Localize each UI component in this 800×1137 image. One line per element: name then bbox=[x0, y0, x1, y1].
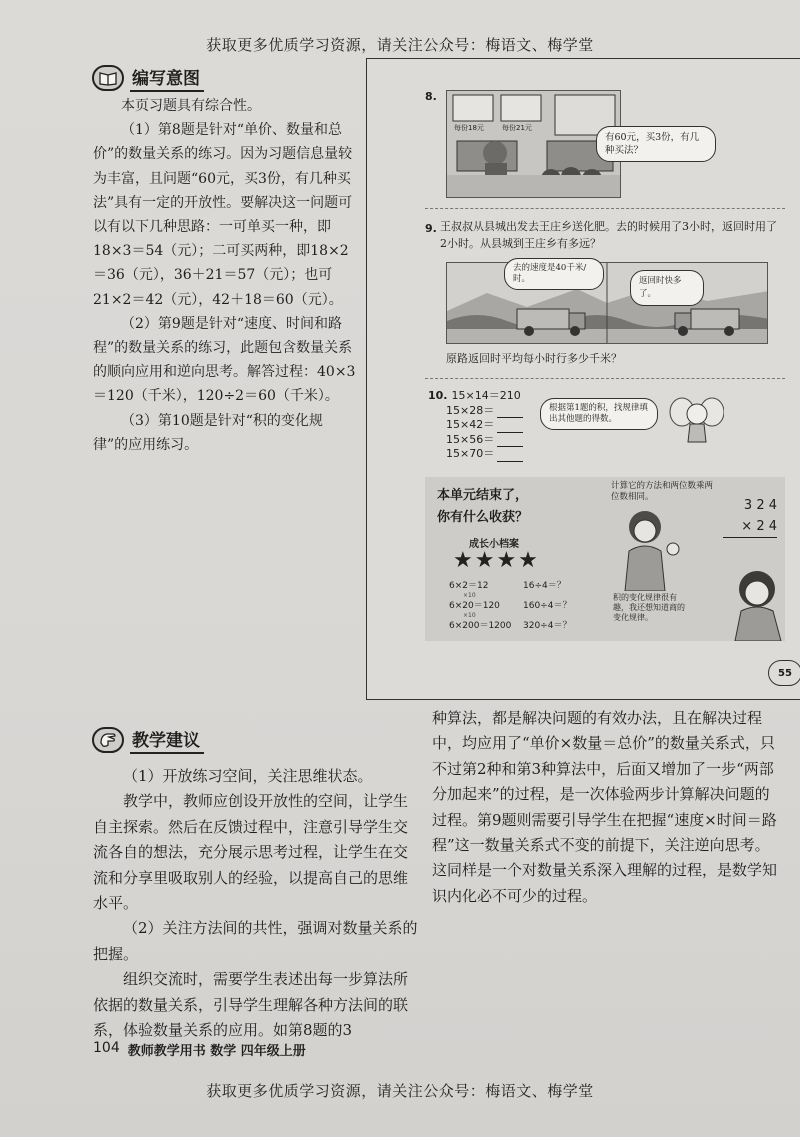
eq-left: 6×200＝1200 bbox=[449, 621, 512, 631]
answer-blank[interactable] bbox=[497, 423, 523, 433]
advice-paragraph: （1）开放练习空间，关注思维状态。 bbox=[123, 767, 373, 785]
book-icon bbox=[92, 65, 124, 91]
q9-question: 原路返回时平均每小时行多少千米？ bbox=[446, 352, 622, 365]
summary-note-1: 计算它的方法和两位数乘两位数相同。 bbox=[611, 481, 714, 502]
watermark-top: 获取更多优质学习资源，请关注公众号：梅语文、梅学堂 bbox=[206, 36, 594, 54]
q10-equation: 15×42＝ bbox=[446, 418, 495, 431]
answer-blank[interactable] bbox=[497, 437, 523, 447]
eq-row bbox=[449, 601, 571, 611]
answer-blank[interactable] bbox=[497, 452, 523, 462]
eq-row bbox=[449, 621, 571, 631]
summary-heading bbox=[437, 485, 528, 529]
q8-number: 8. bbox=[425, 90, 437, 103]
book-title: 教师教学用书 数学 四年级上册 bbox=[127, 1044, 306, 1059]
summary-note-2: 积的变化规律很有趣，我还想知道商的变化规律。 bbox=[613, 593, 685, 622]
growth-archive-title: 成长小档案 bbox=[469, 539, 519, 550]
q10-exercises bbox=[428, 389, 523, 462]
advice-right-column: 种算法，都是解决问题的有效办法，且在解决过程中，均应用了“单价×数量＝总价”的数量关系式，只不过第2种和第3种算法中，后面又增加了一步“两部分加起来”的过程，是一次体验两步计算解决问题的过程。第9题则需要引导学生在把握“速度×时间＝路程”这一数量关系式不变的前提下，关注逆向思考。这同样是一个对数量关系深入理解的过程，是数学知识内化必不可少的过程。 bbox=[432, 709, 778, 905]
boy-illustration bbox=[721, 565, 785, 645]
mult-line bbox=[723, 537, 777, 538]
q10-item bbox=[428, 418, 523, 433]
advice-heading bbox=[92, 726, 204, 754]
hand-icon bbox=[92, 727, 124, 753]
eq-left: 6×2＝12 bbox=[449, 581, 489, 591]
q10-given: 15×14＝210 bbox=[451, 389, 521, 402]
eq-left: 6×20＝120 bbox=[449, 601, 500, 611]
intent-paragraph: （3）第10题是针对“积的变化规律”的应用练习。 bbox=[93, 412, 323, 453]
fairy-illustration bbox=[668, 392, 724, 450]
q9-illustration bbox=[446, 262, 768, 344]
advice-paragraph: 组织交流时，需要学生表述出每一步算法所依据的数量关系，引导学生理解各种方法间的联系，体验数量关系的应用。如第8题的3 bbox=[93, 970, 409, 1040]
q9-number: 9. bbox=[425, 222, 437, 235]
q10-item bbox=[428, 404, 523, 419]
arrow-label: ×10 bbox=[463, 592, 476, 599]
intent-paragraph: （1）第8题是针对“单价、数量和总价”的数量关系的练习。因为习题信息量较为丰富，且问题“60元，买3份，有几种买法”具有一定的开放性。要解决这一问题可以有以下几种思路：一可单买一种，即18×3＝54（元）；二可买两种，即18×2＝36（元），36＋21＝57（元）；也可21×2＝42（元），42＋18＝60（元）。 bbox=[93, 122, 353, 308]
intent-heading bbox=[92, 64, 204, 92]
q10-equation: 15×28＝ bbox=[446, 403, 495, 417]
intent-title: 编写意图 bbox=[130, 64, 204, 92]
price-tag-2: 每份21元 bbox=[502, 124, 532, 132]
intent-body bbox=[93, 94, 358, 457]
q9-speech-bubble-1: 去的速度是40千米/时。 bbox=[504, 258, 604, 290]
vertical-multiplication bbox=[731, 495, 777, 538]
summary-heading-line1: 本单元结束了， bbox=[437, 488, 529, 503]
q10-speech-bubble: 根据第1题的积，找规律填出其他题的得数。 bbox=[540, 398, 658, 430]
divider bbox=[425, 378, 785, 379]
star-rating: ★★★★ bbox=[453, 548, 540, 573]
q9-speech-bubble-2: 返回时快多了。 bbox=[630, 270, 704, 306]
q10-item bbox=[428, 433, 523, 448]
q8-illustration bbox=[446, 90, 621, 198]
answer-blank[interactable] bbox=[497, 408, 523, 418]
intent-paragraph: 本页习题具有综合性。 bbox=[121, 98, 261, 114]
intent-paragraph: （2）第9题是针对“速度、时间和路程”的数量关系的练习，此题包含数量关系的顺向应用和逆向思考。解答过程：40×3＝120（千米），120÷2＝60（千米）。 bbox=[93, 315, 356, 405]
q10-given-line bbox=[428, 389, 523, 404]
girl-illustration bbox=[615, 505, 685, 595]
arrow-label: ×10 bbox=[463, 612, 476, 619]
advice-title: 教学建议 bbox=[130, 726, 204, 754]
advice-paragraph: 教学中，教师应创设开放性的空间，让学生自主探索。然后在反馈过程中，注意引导学生交流各自的想法，充分展示思考过程，让学生在交流和分享里吸取别人的经验，以提高自己的思维水平。 bbox=[93, 792, 409, 913]
page-footer bbox=[93, 1040, 306, 1059]
mult-bottom: × 2 4 bbox=[741, 519, 777, 534]
page-number: 104 bbox=[93, 1040, 120, 1056]
divider bbox=[425, 208, 785, 209]
summary-equations bbox=[449, 581, 571, 631]
mult-top: 3 2 4 bbox=[743, 498, 777, 513]
watermark-bottom: 获取更多优质学习资源，请关注公众号：梅语文、梅学堂 bbox=[206, 1082, 594, 1100]
q10-number: 10. bbox=[428, 389, 448, 402]
q9-text: 王叔叔从县城出发去王庄乡送化肥。去的时候用了3小时，返回时用了2小时。从县城到王庄乡有多远？ bbox=[440, 220, 777, 250]
q10-equation: 15×56＝ bbox=[446, 432, 495, 446]
unit-summary-panel bbox=[425, 477, 785, 641]
advice-paragraph: （2）关注方法间的共性，强调对数量关系的把握。 bbox=[93, 919, 418, 963]
textbook-page-number: 55 bbox=[768, 660, 800, 686]
eq-right: 160÷4＝？ bbox=[523, 601, 572, 611]
eq-row bbox=[449, 581, 571, 591]
price-tag-1: 每份18元 bbox=[454, 124, 484, 132]
q10-item bbox=[428, 447, 523, 462]
eq-right: 320÷4＝？ bbox=[523, 621, 572, 631]
advice-left-column bbox=[93, 764, 418, 1043]
summary-heading-line2: 你有什么收获？ bbox=[437, 510, 529, 525]
q10-equation: 15×70＝ bbox=[446, 447, 495, 460]
eq-right: 16÷4＝？ bbox=[523, 581, 566, 591]
q8-speech-bubble: 有60元，买3份，有几种买法？ bbox=[596, 126, 716, 162]
